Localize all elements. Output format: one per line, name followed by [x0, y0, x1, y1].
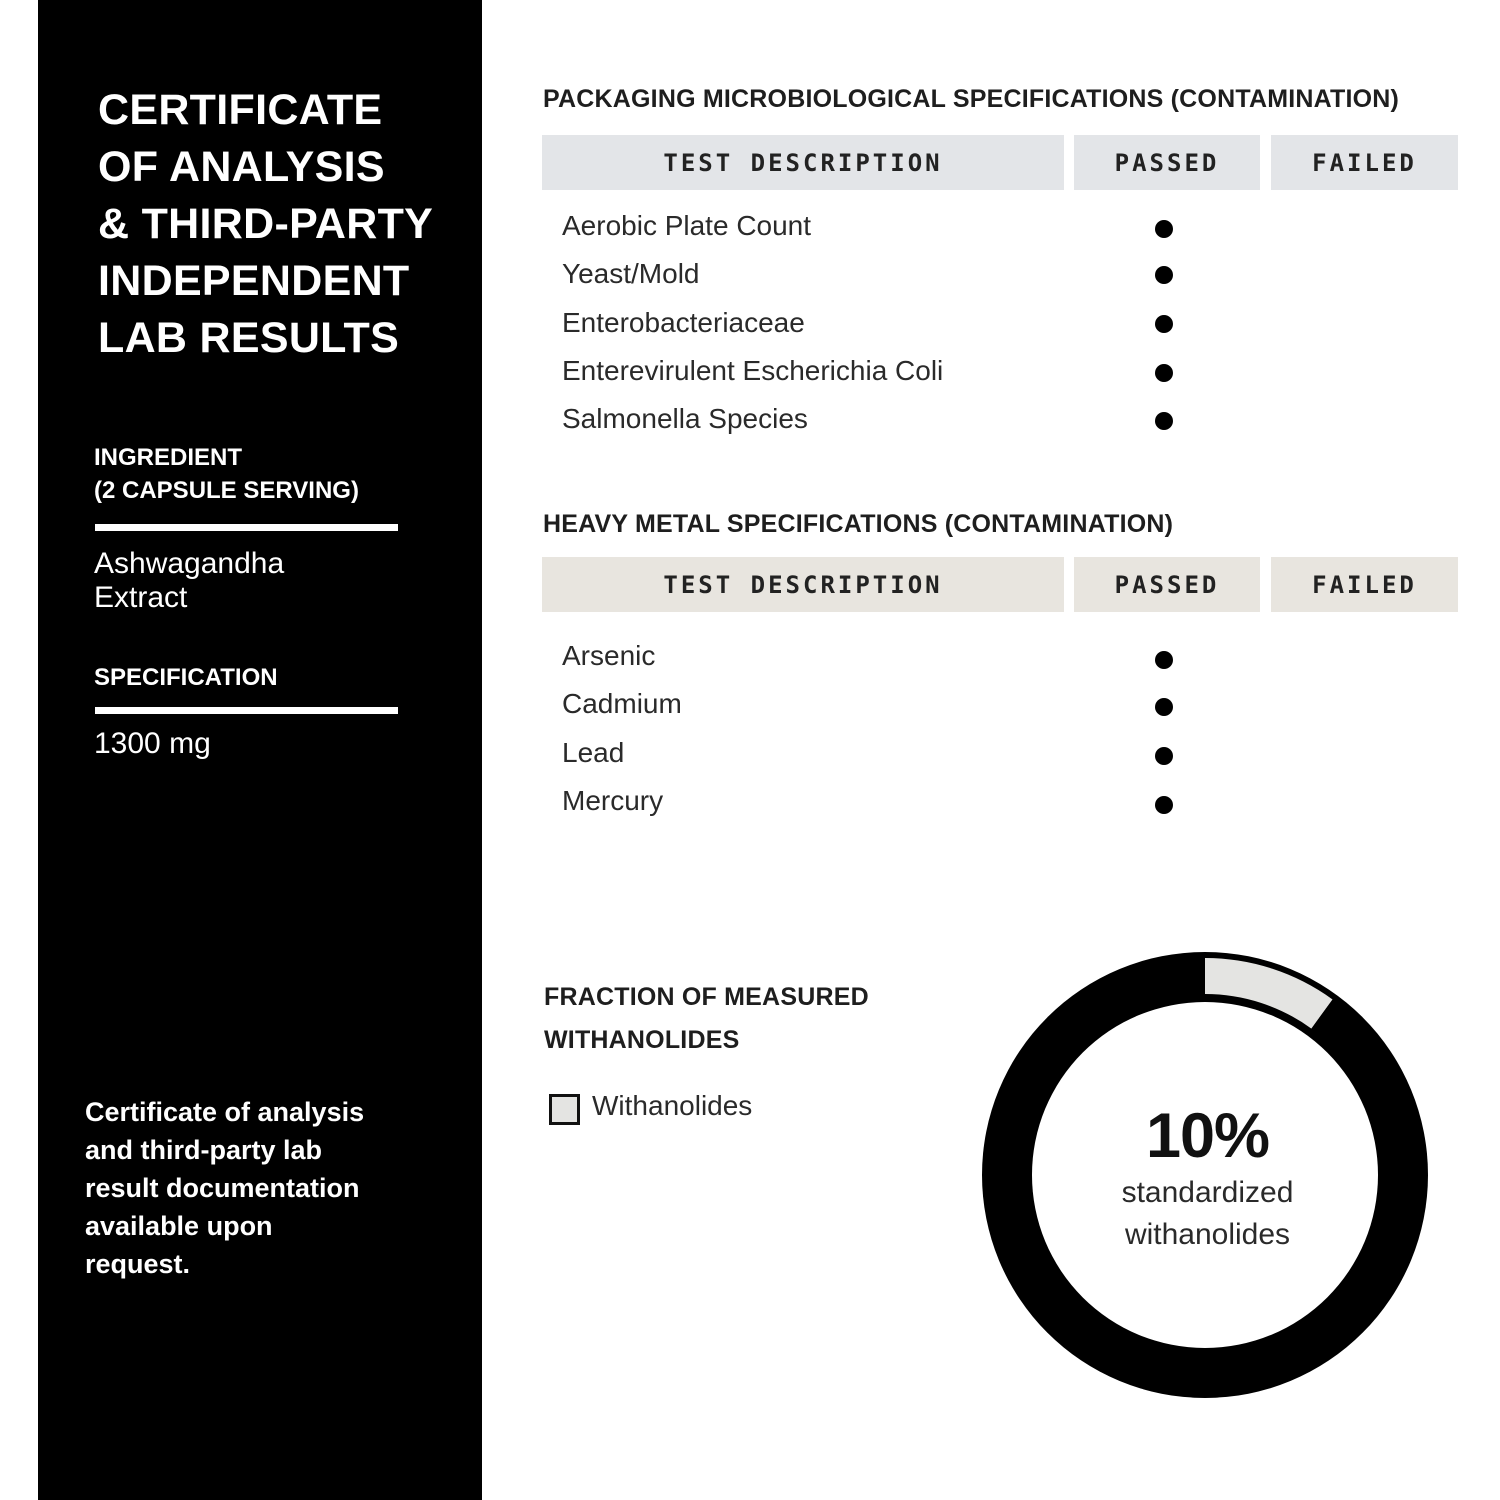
passed-indicator: [1155, 266, 1173, 284]
note-line: Certificate of analysis: [85, 1097, 365, 1127]
percentage-caption-line: standardized: [1121, 1176, 1294, 1209]
passed-indicator: [1155, 412, 1173, 430]
divider: [95, 524, 398, 531]
passed-indicator: [1155, 796, 1173, 814]
percentage-value: 10%: [1145, 1101, 1270, 1171]
fraction-title-line: WITHANOLIDES: [544, 1026, 740, 1054]
legend-label: Withanolides: [592, 1090, 753, 1121]
ingredient-value: [94, 547, 284, 615]
col-header-test-description: TEST DESCRIPTION: [542, 135, 1064, 190]
passed-indicator: [1155, 364, 1173, 382]
title-line: CERTIFICATE: [98, 86, 383, 134]
row-test-name: Arsenic: [562, 640, 656, 671]
passed-indicator: [1155, 315, 1173, 333]
page-title: [98, 82, 468, 367]
legend-swatch: [549, 1094, 580, 1125]
specification-value: 1300 mg: [94, 727, 211, 760]
row-test-name: Enterevirulent Escherichia Coli: [562, 355, 944, 386]
note-line: request.: [85, 1249, 191, 1279]
passed-indicator: [1155, 651, 1173, 669]
ingredient-value-line: Ashwagandha: [94, 547, 285, 580]
title-line: LAB RESULTS: [98, 314, 400, 362]
col-header-test-description: TEST DESCRIPTION: [542, 557, 1064, 612]
row-test-name: Lead: [562, 737, 625, 768]
note-line: and third-party lab: [85, 1135, 323, 1165]
row-test-name: Aerobic Plate Count: [562, 210, 812, 241]
note-line: result documentation: [85, 1173, 360, 1203]
heavy-metal-title: HEAVY METAL SPECIFICATIONS (CONTAMINATION): [543, 510, 1174, 538]
note-line: available upon: [85, 1211, 273, 1241]
row-test-name: Yeast/Mold: [562, 258, 700, 289]
passed-indicator: [1155, 698, 1173, 716]
ingredient-value-line: Extract: [94, 581, 188, 614]
passed-indicator: [1155, 747, 1173, 765]
divider: [95, 707, 398, 714]
ingredient-label-line: (2 CAPSULE SERVING): [94, 477, 359, 504]
col-header-passed: PASSED: [1074, 557, 1260, 612]
title-line: INDEPENDENT: [98, 257, 410, 305]
fraction-title-line: FRACTION OF MEASURED: [544, 983, 869, 1011]
title-line: OF ANALYSIS: [98, 143, 385, 191]
fraction-title: [544, 976, 869, 1062]
col-header-passed: PASSED: [1074, 135, 1260, 190]
row-test-name: Salmonella Species: [562, 403, 808, 434]
donut-center-label: [1055, 1100, 1360, 1256]
percentage-caption-line: withanolides: [1124, 1218, 1291, 1251]
microbiological-title: PACKAGING MICROBIOLOGICAL SPECIFICATIONS (CONTAMINATION): [543, 85, 1400, 113]
col-header-failed: FAILED: [1271, 135, 1458, 190]
ingredient-label: [94, 441, 359, 507]
passed-indicator: [1155, 220, 1173, 238]
row-test-name: Mercury: [562, 785, 664, 816]
sidebar: [38, 0, 482, 1500]
title-line: & THIRD-PARTY: [98, 200, 434, 248]
row-test-name: Cadmium: [562, 688, 682, 719]
row-test-name: Enterobacteriaceae: [562, 307, 805, 338]
ingredient-label-line: INGREDIENT: [94, 444, 243, 471]
availability-note: [85, 1093, 425, 1283]
col-header-failed: FAILED: [1271, 557, 1458, 612]
specification-label: SPECIFICATION: [94, 664, 278, 691]
